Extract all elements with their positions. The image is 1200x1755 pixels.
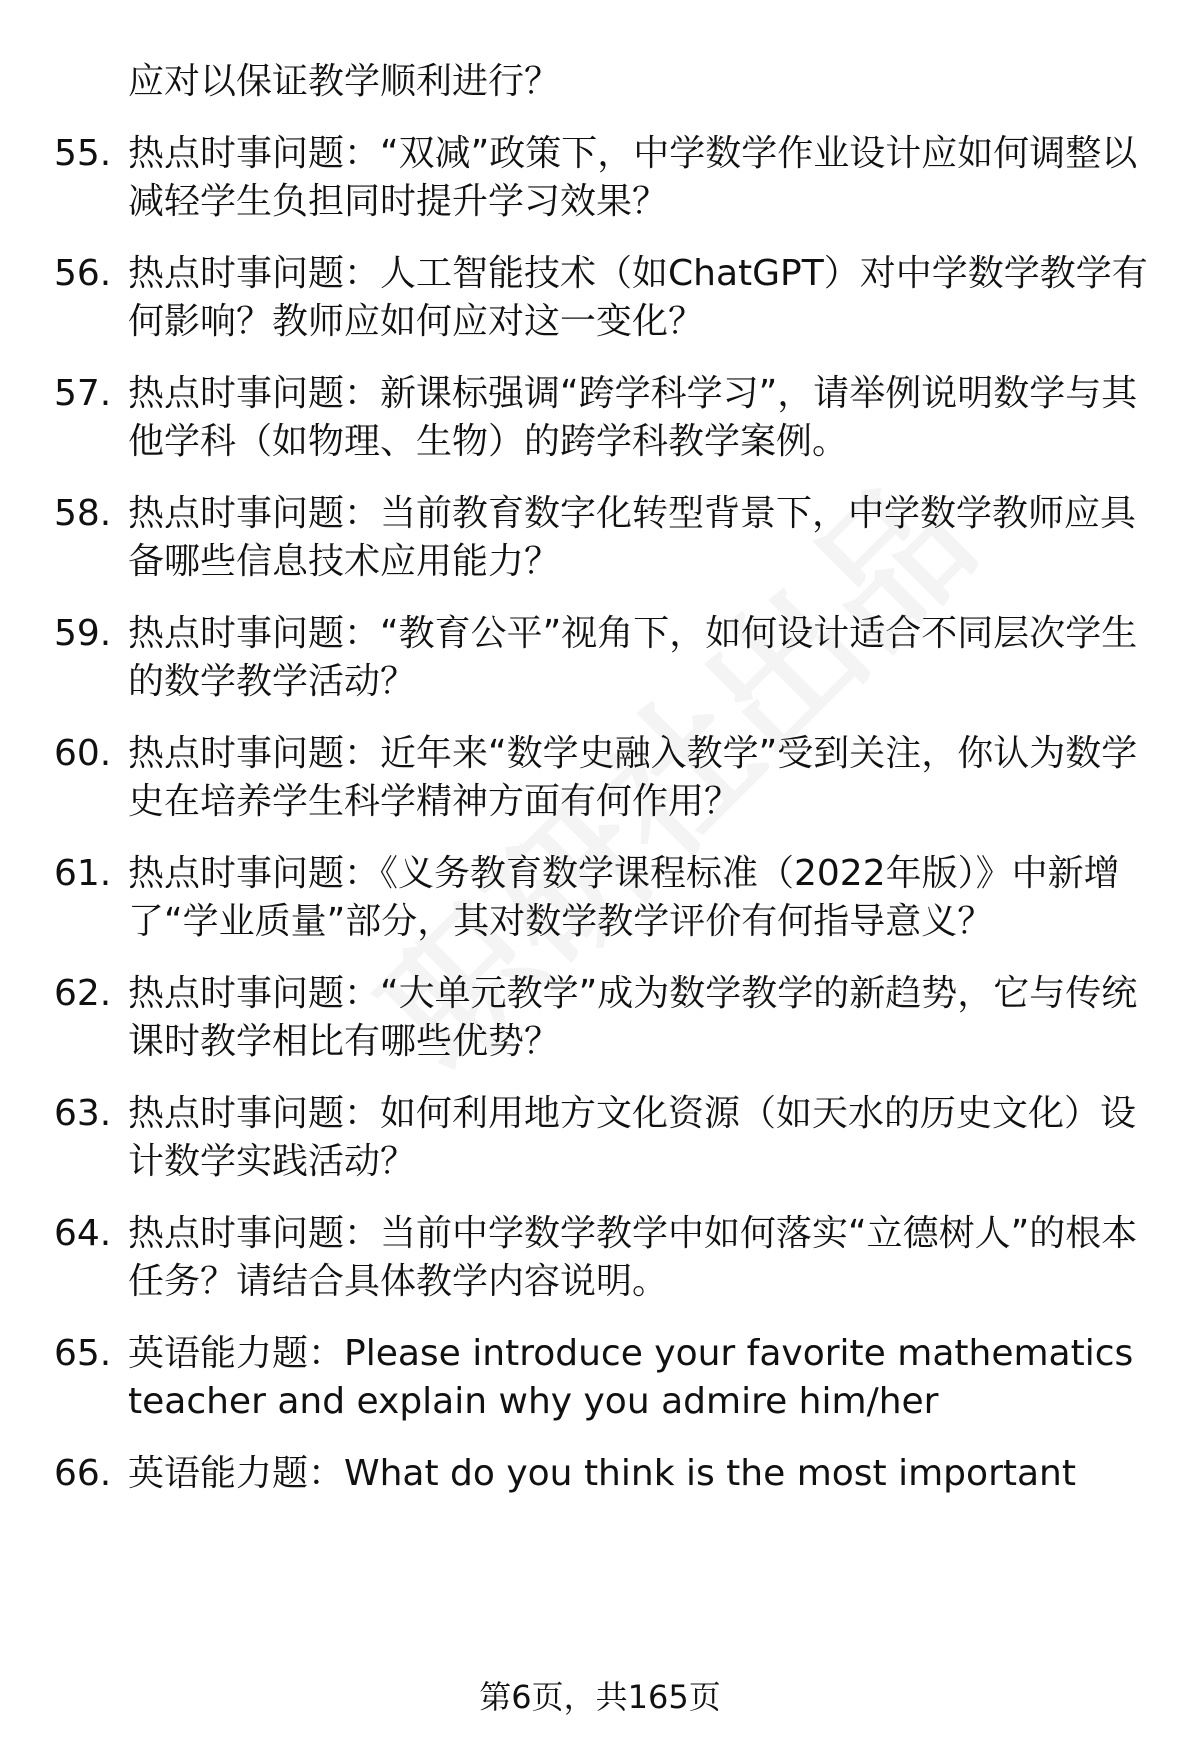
question-text: 热点时事问题：“大单元教学”成为数学教学的新趋势，它与传统课时教学相比有哪些优势？ xyxy=(128,973,1138,1062)
question-text: 英语能力题：What do you think is the most important xyxy=(128,1453,1076,1494)
question-text: 热点时事问题：当前教育数字化转型背景下，中学数学教师应具备哪些信息技术应用能力？ xyxy=(128,493,1137,582)
question-text: 热点时事问题：当前中学数学教学中如何落实“立德树人”的根本任务？请结合具体教学内容说明。 xyxy=(128,1213,1138,1302)
continued-question-text: 应对以保证教学顺利进行？ xyxy=(128,61,561,102)
question-number: 55. xyxy=(54,133,112,174)
question-number: 58. xyxy=(54,493,112,534)
question-text: 热点时事问题：如何利用地方文化资源（如天水的历史文化）设计数学实践活动？ xyxy=(128,1093,1137,1182)
question-number: 57. xyxy=(54,373,112,414)
question-number: 64. xyxy=(54,1213,112,1254)
question-number: 60. xyxy=(54,733,112,774)
question-number: 62. xyxy=(54,973,112,1014)
question-text: 热点时事问题：《义务教育数学课程标准（2022年版）》中新增了“学业质量”部分，其对数学教学评价有何指导意义？ xyxy=(128,853,1120,942)
question-number: 65. xyxy=(54,1333,112,1374)
question-text: 热点时事问题：近年来“数学史融入教学”受到关注，你认为数学史在培养学生科学精神方面有何作用？ xyxy=(128,733,1138,822)
question-number: 66. xyxy=(54,1453,112,1494)
page-number-footer: 第6页，共165页 xyxy=(479,1678,721,1716)
question-number: 63. xyxy=(54,1093,112,1134)
question-number: 59. xyxy=(54,613,112,654)
question-text: 热点时事问题：“双减”政策下，中学数学作业设计应如何调整以减轻学生负担同时提升学习效果？ xyxy=(128,133,1138,222)
question-text: 热点时事问题：人工智能技术（如ChatGPT）对中学数学教学有何影响？教师应如何应对这一变化？ xyxy=(128,253,1148,342)
question-text: 英语能力题：Please introduce your favorite mathematics teacher and explain why you admire him/her xyxy=(128,1333,1134,1422)
question-number: 56. xyxy=(54,253,112,294)
question-text: 热点时事问题：“教育公平”视角下，如何设计适合不同层次学生的数学教学活动？ xyxy=(128,613,1138,702)
question-text: 热点时事问题：新课标强调“跨学科学习”，请举例说明数学与其他学科（如物理、生物）的跨学科教学案例。 xyxy=(128,373,1138,462)
question-number: 61. xyxy=(54,853,112,894)
